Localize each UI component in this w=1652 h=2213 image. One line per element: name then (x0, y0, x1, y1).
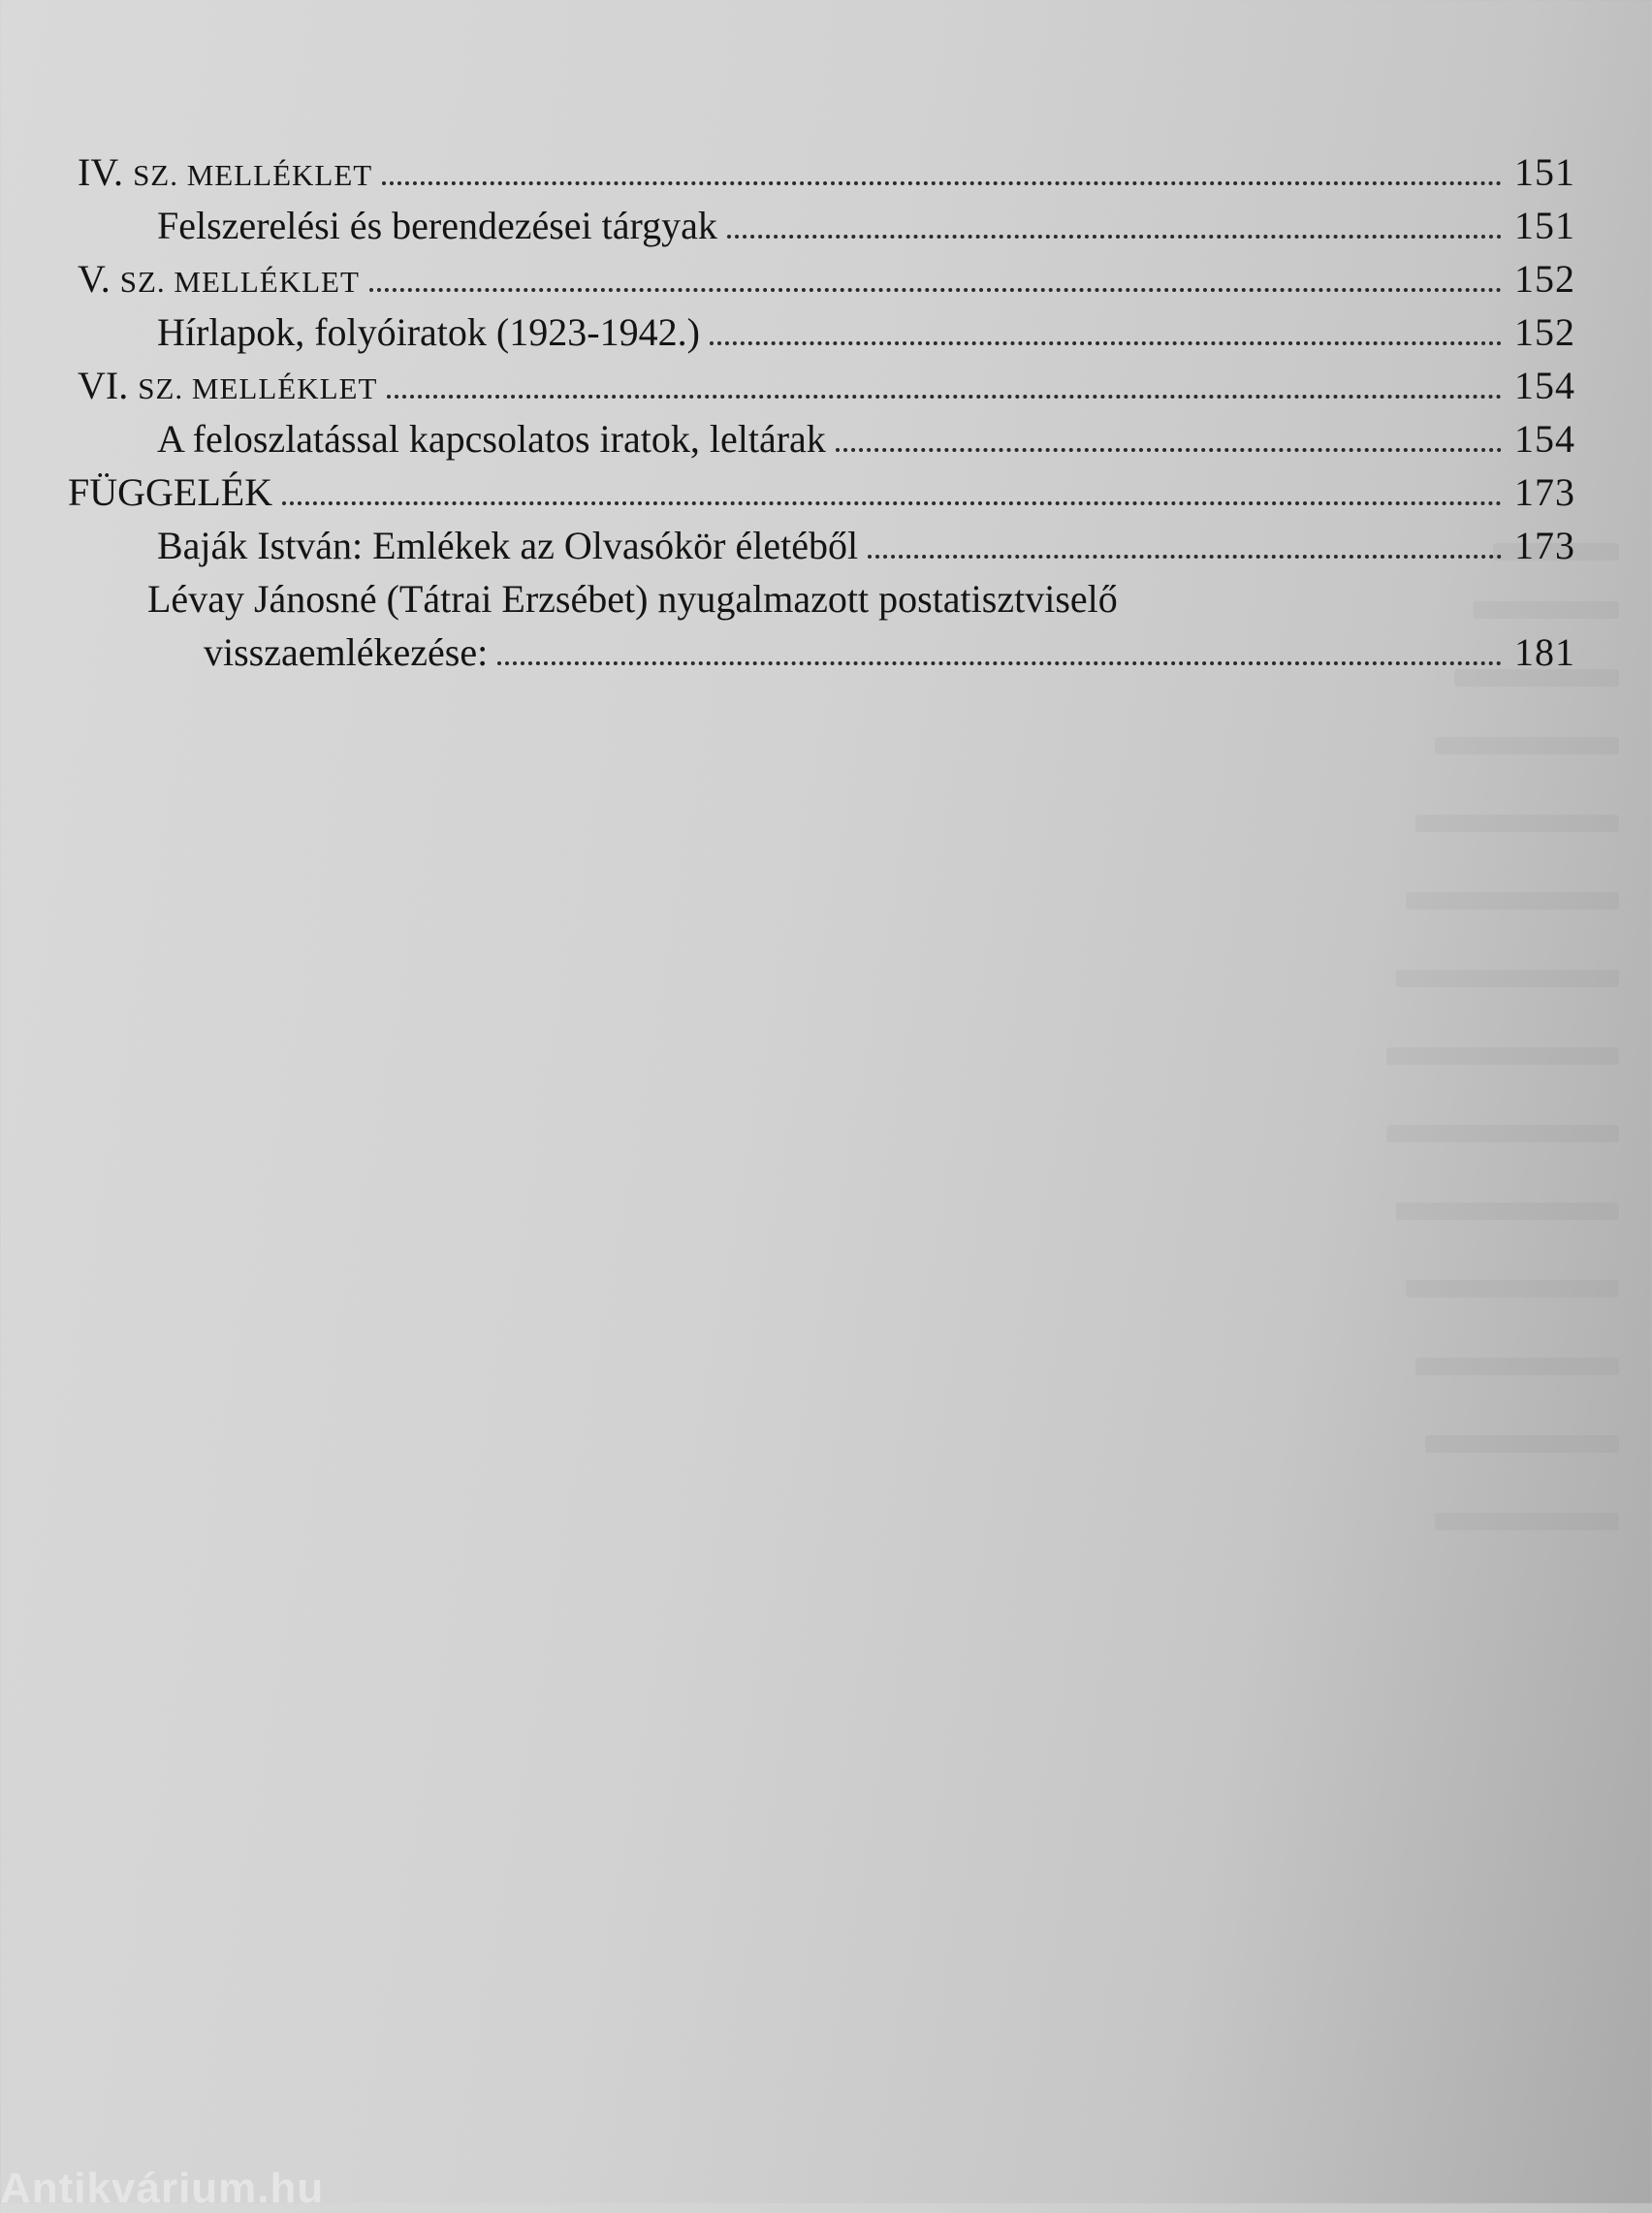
toc-entry-vi-melleklet (68, 359, 1575, 412)
toc-entry-feloszlatas (68, 412, 1575, 465)
toc-entry-felszerelesi (68, 199, 1575, 252)
toc-entry-number: V. (78, 257, 111, 301)
watermark: Antikvárium.hu (0, 2165, 325, 2212)
toc-page-number: 152 (1514, 310, 1575, 354)
toc-entry-levay-janosne (68, 625, 1575, 679)
toc-page-number: 152 (1514, 257, 1575, 301)
dot-leader (710, 341, 1502, 345)
toc-entry-number: IV. (78, 150, 124, 194)
table-of-contents (68, 145, 1575, 679)
toc-entry-v-melleklet (68, 252, 1575, 305)
dot-leader (727, 235, 1502, 239)
toc-page-number: 151 (1514, 150, 1575, 194)
dot-leader (282, 501, 1502, 505)
toc-entry-title: Baják István: Emlékek az Olvasókör életéből (157, 524, 859, 567)
toc-entry-bajak-istvan (68, 519, 1575, 572)
toc-entry-title: Hírlapok, folyóiratok (1923-1942.) (157, 310, 700, 354)
toc-entry-title: FÜGGELÉK (68, 470, 273, 514)
dot-leader (868, 555, 1502, 559)
toc-entry-levay-title-line1: Lévay Jánosné (Tátrai Erzsébet) nyugalmazott postatisztviselő (147, 577, 1118, 621)
toc-entry-title: A feloszlatással kapcsolatos iratok, leltárak (157, 417, 826, 461)
toc-page-number: 181 (1514, 630, 1575, 674)
toc-entry-title: SZ. MELLÉKLET (119, 265, 360, 299)
toc-entry-hirlapok (68, 305, 1575, 359)
toc-entry-number: VI. (78, 364, 129, 407)
toc-entry-fuggelek (68, 465, 1575, 519)
toc-page-number: 151 (1514, 204, 1575, 247)
show-through-text (0, 543, 1652, 2203)
toc-page-number: 154 (1514, 417, 1575, 461)
toc-page-number: 173 (1514, 470, 1575, 514)
dot-leader (497, 661, 1502, 665)
toc-entry-title: SZ. MELLÉKLET (133, 158, 373, 192)
toc-entry-title: Felszerelési és berendezései tárgyak (157, 204, 717, 247)
dot-leader (836, 448, 1502, 452)
toc-page-number: 154 (1514, 364, 1575, 407)
dot-leader (382, 181, 1502, 185)
dot-leader (369, 288, 1502, 292)
toc-entry-title: visszaemlékezése: (204, 630, 489, 674)
toc-entry-title: SZ. MELLÉKLET (138, 371, 378, 405)
dot-leader (387, 395, 1502, 399)
toc-page-number: 173 (1514, 524, 1575, 567)
toc-entry-iv-melleklet (68, 145, 1575, 199)
